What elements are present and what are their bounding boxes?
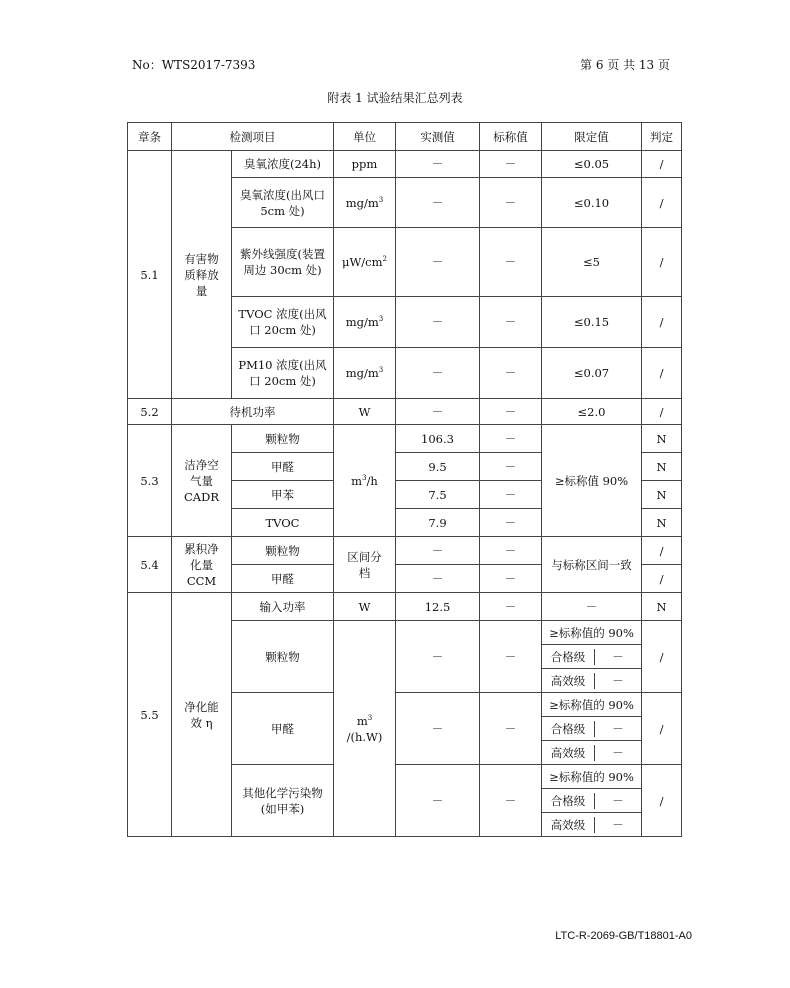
limit-cell (542, 669, 642, 693)
grade-label: 高效级 (550, 745, 586, 760)
chapter-cell: 5.2 (128, 399, 172, 425)
unit-cell: $m^3$ /(h.W) (334, 621, 396, 837)
limit-cell: ≤5 (542, 228, 642, 297)
table-caption: 附表 1 试验结果汇总列表 (327, 91, 463, 105)
item-cell: TVOC (232, 509, 334, 537)
measured-cell: － (396, 228, 480, 297)
table-row (128, 399, 682, 425)
col-limit: 限定值 (542, 123, 642, 151)
limit-cell: ≤0.15 (542, 297, 642, 348)
nominal-cell: － (480, 481, 542, 509)
measured-cell: 9.5 (396, 453, 480, 481)
judge-cell: N (642, 425, 682, 453)
judge-cell: / (642, 151, 682, 178)
col-nominal: 标称值 (480, 123, 542, 151)
chapter-cell: 5.4 (128, 537, 172, 593)
measured-cell: － (396, 693, 480, 765)
item-cell: 臭氧浓度(24h) (232, 151, 334, 178)
measured-cell: － (396, 537, 480, 565)
measured-cell: － (396, 178, 480, 228)
grade-label: 高效级 (550, 673, 586, 688)
group-cell: 累积净化量 CCM (172, 537, 232, 593)
limit-cell: － (542, 593, 642, 621)
measured-cell: － (396, 348, 480, 399)
judge-cell: / (642, 348, 682, 399)
measured-cell: 106.3 (396, 425, 480, 453)
unit-cell: $mg/m^3$ (334, 297, 396, 348)
report-number: No：WTS2017-7393 (132, 58, 256, 72)
chapter-cell: 5.5 (128, 593, 172, 837)
nominal-cell: － (480, 621, 542, 693)
judge-cell: N (642, 593, 682, 621)
grade-value: － (595, 649, 642, 665)
measured-cell: － (396, 621, 480, 693)
measured-cell: － (396, 151, 480, 178)
group-cell: 洁净空气量 CADR (172, 425, 232, 537)
group-cell: 有害物质释放量 (172, 151, 232, 399)
document-code: LTC-R-2069-GB/T18801-A0 (555, 930, 692, 942)
limit-cell: ≤0.07 (542, 348, 642, 399)
limit-cell (542, 717, 642, 741)
limit-cell: ≥标称值的 90% (542, 765, 642, 789)
nominal-cell: － (480, 565, 542, 593)
grade-value: － (595, 745, 642, 761)
nominal-cell: － (480, 151, 542, 178)
judge-cell: / (642, 297, 682, 348)
limit-cell: ≥标称值 90% (542, 425, 642, 537)
limit-cell: ≤0.05 (542, 151, 642, 178)
chapter-cell: 5.1 (128, 151, 172, 399)
item-cell: PM10 浓度(出风口 20cm 处) (232, 348, 334, 399)
item-cell: 臭氧浓度(出风口 5cm 处) (232, 178, 334, 228)
limit-cell (542, 741, 642, 765)
measured-cell: 12.5 (396, 593, 480, 621)
item-cell: 颗粒物 (232, 537, 334, 565)
judge-cell: N (642, 453, 682, 481)
unit-cell: 区间分档 (334, 537, 396, 593)
unit-cell: ppm (334, 151, 396, 178)
limit-cell: ≥标称值的 90% (542, 693, 642, 717)
table-row (128, 151, 682, 178)
table-header-row (128, 123, 682, 151)
measured-cell: 7.5 (396, 481, 480, 509)
item-cell: TVOC 浓度(出风口 20cm 处) (232, 297, 334, 348)
item-cell: 甲醛 (232, 565, 334, 593)
grade-value: － (595, 673, 642, 689)
col-unit: 单位 (334, 123, 396, 151)
grade-value: － (595, 721, 642, 737)
table-row (128, 425, 682, 453)
item-cell: 甲醛 (232, 453, 334, 481)
nominal-cell: － (480, 399, 542, 425)
measured-cell: 7.9 (396, 509, 480, 537)
judge-cell: N (642, 509, 682, 537)
unit-cell: $m^3/h$ (334, 425, 396, 537)
table-row (128, 537, 682, 565)
col-measured: 实测值 (396, 123, 480, 151)
grade-label: 高效级 (550, 817, 586, 832)
nominal-cell: － (480, 453, 542, 481)
limit-cell (542, 813, 642, 837)
grade-value: － (595, 817, 642, 833)
limit-cell: ≤2.0 (542, 399, 642, 425)
unit-cell: $mg/m^3$ (334, 348, 396, 399)
chapter-cell: 5.3 (128, 425, 172, 537)
grade-label: 合格级 (550, 721, 586, 736)
item-cell: 颗粒物 (232, 425, 334, 453)
item-cell: 甲苯 (232, 481, 334, 509)
judge-cell: N (642, 481, 682, 509)
col-judge: 判定 (642, 123, 682, 151)
page-info: 第 6 页 共 13 页 (580, 58, 670, 72)
item-cell: 待机功率 (172, 399, 334, 425)
results-table (127, 122, 682, 837)
judge-cell: / (642, 178, 682, 228)
limit-cell: ≥标称值的 90% (542, 621, 642, 645)
item-cell: 其他化学污染物(如甲苯) (232, 765, 334, 837)
nominal-cell: － (480, 297, 542, 348)
unit-cell: W (334, 399, 396, 425)
unit-cell: $mg/m^3$ (334, 178, 396, 228)
item-cell: 输入功率 (232, 593, 334, 621)
limit-cell (542, 789, 642, 813)
item-cell: 颗粒物 (232, 621, 334, 693)
nominal-cell: － (480, 228, 542, 297)
item-cell: 紫外线强度(装置周边 30cm 处) (232, 228, 334, 297)
judge-cell: / (642, 765, 682, 837)
nominal-cell: － (480, 425, 542, 453)
limit-cell: ≤0.10 (542, 178, 642, 228)
nominal-cell: － (480, 693, 542, 765)
table-row (128, 593, 682, 621)
judge-cell: / (642, 228, 682, 297)
measured-cell: － (396, 765, 480, 837)
nominal-cell: － (480, 509, 542, 537)
judge-cell: / (642, 565, 682, 593)
judge-cell: / (642, 399, 682, 425)
col-chapter: 章条 (128, 123, 172, 151)
unit-cell: $\mu W/cm^2$ (334, 228, 396, 297)
nominal-cell: － (480, 537, 542, 565)
grade-label: 合格级 (550, 793, 586, 808)
item-cell: 甲醛 (232, 693, 334, 765)
nominal-cell: － (480, 593, 542, 621)
judge-cell: / (642, 621, 682, 693)
nominal-cell: － (480, 765, 542, 837)
col-item: 检测项目 (172, 123, 334, 151)
judge-cell: / (642, 693, 682, 765)
nominal-cell: － (480, 178, 542, 228)
limit-cell: 与标称区间一致 (542, 537, 642, 593)
limit-cell (542, 645, 642, 669)
grade-label: 合格级 (550, 649, 586, 664)
group-cell: 净化能效 η (172, 593, 232, 837)
measured-cell: － (396, 565, 480, 593)
measured-cell: － (396, 297, 480, 348)
grade-value: － (595, 793, 642, 809)
unit-cell: W (334, 593, 396, 621)
nominal-cell: － (480, 348, 542, 399)
measured-cell: － (396, 399, 480, 425)
judge-cell: / (642, 537, 682, 565)
